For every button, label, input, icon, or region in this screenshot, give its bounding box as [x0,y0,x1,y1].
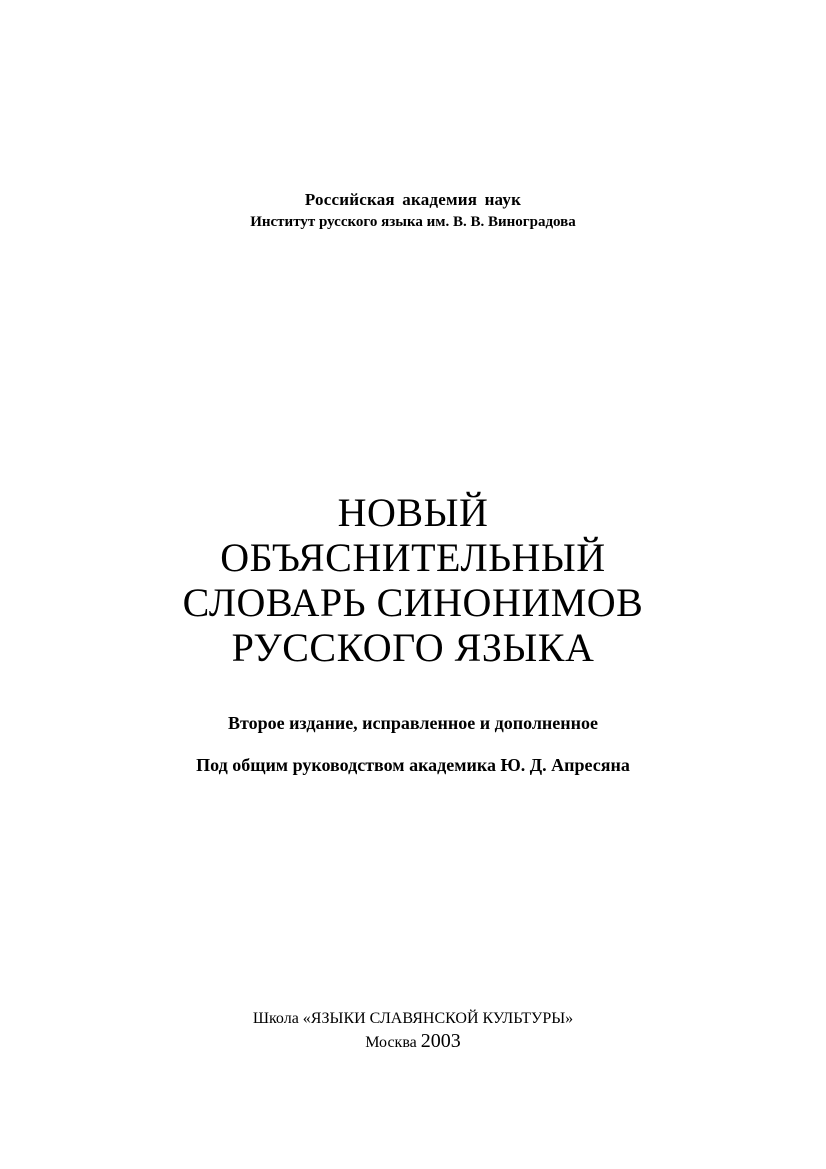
editor-credit: Под общим руководством академика Ю. Д. Апресяна [196,755,630,775]
year: 2003 [420,1030,461,1052]
publisher-name: Школа «ЯЗЫКИ СЛАВЯНСКОЙ КУЛЬТУРЫ» [252,1010,574,1027]
academy-name: Российская академия наук [304,190,522,209]
edition-note: Второе издание, исправленное и дополненное [227,713,599,733]
book-title-line: НОВЫЙ [337,490,489,535]
institute-name: Институт русского языка им. В. В. Виноградова [250,214,576,230]
city: Москва [365,1034,417,1051]
imprint [0,1030,826,1053]
book-title [0,490,826,670]
book-title-line: ОБЪЯСНИТЕЛЬНЫЙ [220,535,606,580]
book-title-line: СЛОВАРЬ СИНОНИМОВ [182,580,644,625]
book-title-line: РУССКОГО ЯЗЫКА [231,625,595,670]
